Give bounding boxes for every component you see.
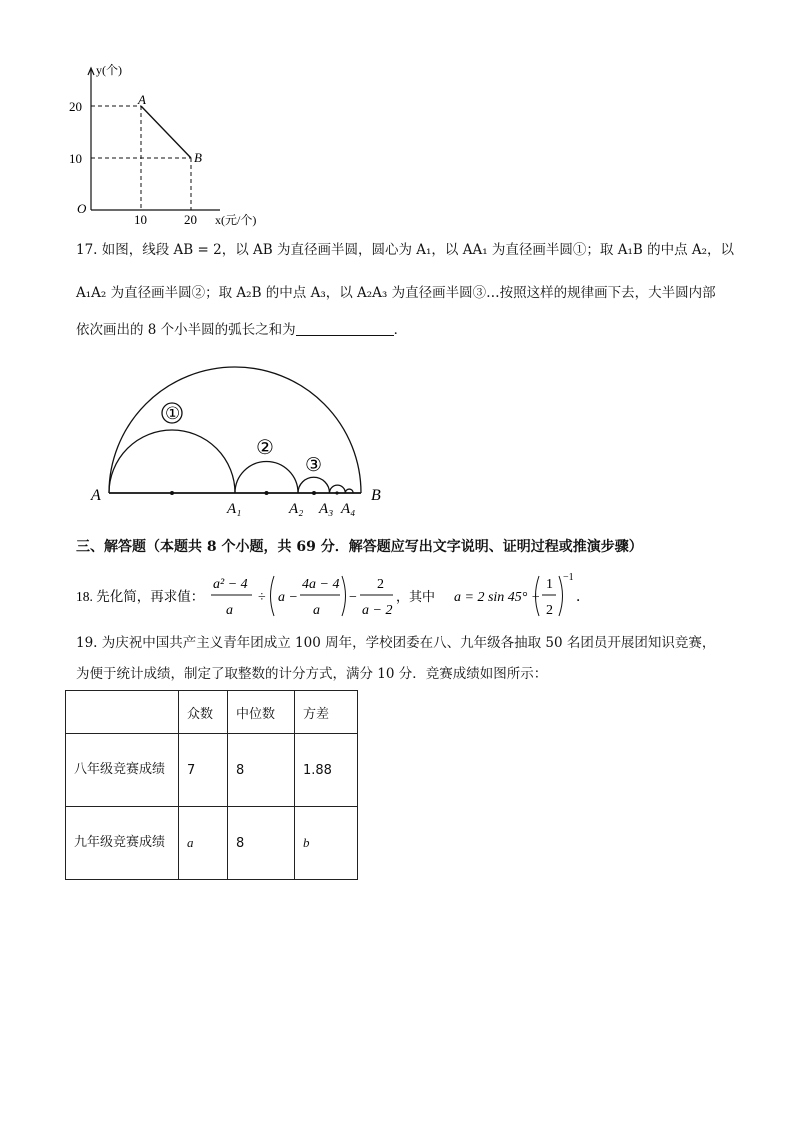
- big-semicircle: [109, 367, 361, 493]
- div-sign: ÷: [258, 590, 266, 605]
- center-dot-2: [265, 491, 269, 495]
- price-quantity-graph: [60, 60, 300, 230]
- y-tick-label: 10: [69, 151, 82, 166]
- q17-line1: 17. 如图，线段 AB = 2，以 AB 为直径画半圆，圆心为 A₁，以 AA₁ 为直径画半圆①；取 A₁B 的中点 A₂，以: [76, 242, 735, 258]
- section-heading: 三、解答题（本题共 8 个小题，共 69 分．解答题应写出文字说明、证明过程或推演步骤）: [76, 539, 643, 555]
- center-dot-3: [312, 491, 316, 495]
- q19-line2: 为便于统计成绩，制定了取整数的计分方式，满分 10 分．竞赛成绩如图所示：: [76, 666, 548, 682]
- label-circle-1: ①: [165, 404, 181, 423]
- frac1-den: a: [226, 603, 233, 618]
- x-tick-label: 20: [184, 212, 197, 227]
- semicircle-figure: [85, 360, 395, 525]
- q18-label: 18. 先化简，再求值：: [76, 589, 205, 604]
- label-a2: A₂: [289, 501, 304, 517]
- q17-line3: [76, 320, 407, 340]
- paren-right: [342, 576, 346, 616]
- table-cell: 8: [228, 807, 295, 880]
- header-cell: 众数: [179, 691, 228, 734]
- minus-sign: −: [349, 590, 357, 605]
- table-row: [66, 807, 358, 880]
- row-label: 八年级竞赛成绩: [66, 734, 179, 807]
- label-circle-2: ②: [256, 437, 274, 459]
- table-header-row: [66, 691, 358, 734]
- q18-end: ．: [576, 590, 590, 605]
- table-row: [66, 734, 358, 807]
- axes: [88, 68, 220, 210]
- inner-a: a −: [278, 590, 298, 605]
- label-circle-3: ③: [305, 455, 323, 476]
- half-den: 2: [546, 603, 553, 618]
- point-b-label: B: [194, 150, 202, 165]
- semicircle-2: [235, 462, 298, 494]
- q18-comma: ，其中: [396, 589, 436, 604]
- label-a1: A₁: [227, 501, 242, 517]
- exp-minus-one: −1: [563, 572, 574, 583]
- label-b: B: [371, 487, 381, 504]
- frac3-num: 2: [377, 577, 384, 592]
- table-cell: b: [295, 807, 358, 880]
- frac2-den: a: [313, 603, 320, 618]
- table-cell: 7: [179, 734, 228, 807]
- series-line-ab: [141, 106, 191, 158]
- semicircle-3: [298, 477, 330, 493]
- y-axis-label: y(个): [96, 63, 122, 77]
- center-dot-4: [335, 491, 338, 494]
- semicircle-1: [109, 430, 235, 493]
- label-a4: A₄: [341, 501, 356, 517]
- paren-left: [271, 576, 275, 616]
- header-cell: [66, 691, 179, 734]
- frac1-num: a² − 4: [213, 577, 248, 592]
- q19-line1: 19. 为庆祝中国共产主义青年团成立 100 周年，学校团委在八、九年级各抽取 50 名团员开展团知识竞赛，: [76, 635, 716, 651]
- scores-table: [65, 690, 358, 880]
- frac2-num: 4a − 4: [302, 577, 340, 592]
- q18-expression: [76, 568, 616, 624]
- half-num: 1: [546, 577, 553, 592]
- frac3-den: a − 2: [362, 603, 393, 618]
- y-tick-label: 20: [69, 99, 82, 114]
- q17-line2: A₁A₂ 为直径画半圆②；取 A₂B 的中点 A₃，以 A₂A₃ 为直径画半圆③…按照这样的规律画下去，大半圆内部: [76, 285, 716, 301]
- q17-line3-text: 依次画出的 8 个小半圆的弧长之和为: [76, 322, 296, 338]
- label-a: A: [91, 487, 101, 504]
- table-cell: 8: [228, 734, 295, 807]
- row-label: 九年级竞赛成绩: [66, 807, 179, 880]
- q18-cond: a = 2 sin 45° +: [454, 590, 541, 605]
- center-dot-1: [170, 491, 174, 495]
- half-paren-right: [559, 576, 563, 616]
- x-axis-label: x(元/个): [215, 213, 257, 227]
- header-cell: 方差: [295, 691, 358, 734]
- origin-label: O: [77, 201, 87, 216]
- x-tick-label: 10: [134, 212, 147, 227]
- table-cell: a: [179, 807, 228, 880]
- q17-line3-end: ．: [393, 322, 408, 338]
- table-cell: 1.88: [295, 734, 358, 807]
- point-a-label: A: [138, 92, 146, 107]
- header-cell: 中位数: [228, 691, 295, 734]
- label-a3: A₃: [319, 501, 334, 517]
- answer-blank: [296, 321, 394, 336]
